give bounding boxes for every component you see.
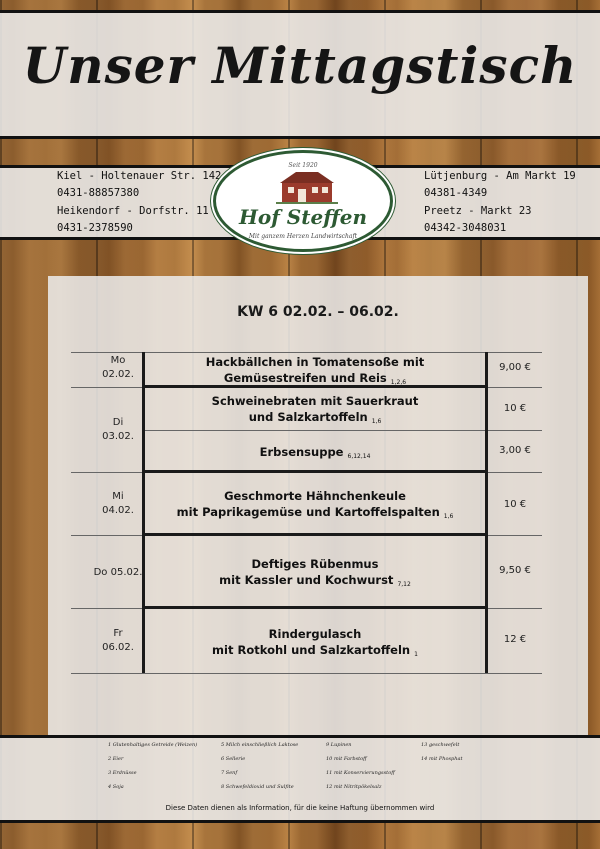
allergen-codes: 6,12,14 xyxy=(347,453,371,460)
location-phone: 04381-4349 xyxy=(424,187,488,199)
row-divider-bold xyxy=(142,606,488,609)
dish-item: Erbsensuppe $_{6,12,14}$ xyxy=(259,445,371,460)
dish-item: Deftiges Rübenmus mit Kassler und Kochwurst $_{7,12}$ xyxy=(219,557,411,588)
divider-line xyxy=(0,136,600,139)
barn-icon xyxy=(276,169,338,205)
allergen-item: 5 Milch einschließlich Laktose xyxy=(221,742,299,748)
allergen-item: 9 Lupinen xyxy=(326,742,352,748)
row-divider xyxy=(145,430,542,431)
location-name: Kiel - Holtenauer Str. 142 xyxy=(57,170,222,182)
column-divider xyxy=(485,387,488,472)
day-friday: Fr 06.02. xyxy=(102,628,134,653)
allergen-item: 2 Eier xyxy=(108,756,124,762)
dish-price: 9,00 € xyxy=(499,362,531,373)
day-tuesday: Di 03.02. xyxy=(102,417,134,442)
divider-line xyxy=(0,10,600,13)
dish-price: 3,00 € xyxy=(499,445,531,456)
dish-price: 12 € xyxy=(503,634,527,645)
dish-price: 9,50 € xyxy=(499,565,531,576)
allergen-codes: 1,2,6 xyxy=(390,379,407,386)
allergen-item: 3 Erdnüsse xyxy=(108,770,137,776)
logo-name: Hof Steffen xyxy=(238,205,368,229)
logo-since-text: Seit 1920 xyxy=(288,162,318,169)
dish-price: 10 € xyxy=(503,499,527,510)
location-name: Preetz - Markt 23 xyxy=(424,205,532,217)
page-title: Unser Mittagstisch xyxy=(22,36,578,95)
location-name: Heikendorf - Dorfstr. 11 xyxy=(57,205,209,217)
row-divider xyxy=(71,673,542,674)
day-wednesday: Mi 04.02. xyxy=(102,491,134,516)
allergen-item: 10 mit Farbstoff xyxy=(326,756,367,762)
row-divider-bold xyxy=(142,533,488,536)
dish-item: Hackbällchen in Tomatensoße mit Gemüsestreifen und Reis $_{1,2,6}$ xyxy=(205,355,425,386)
day-thursday: Do 05.02. xyxy=(93,567,143,578)
location-heikendorf xyxy=(57,203,209,237)
location-kiel xyxy=(57,168,221,202)
hof-steffen-logo xyxy=(213,150,393,252)
allergen-item: 14 mit Phosphat xyxy=(421,756,463,762)
divider-line xyxy=(0,820,600,823)
location-phone: 0431-2378590 xyxy=(57,222,133,234)
allergen-codes: 1 xyxy=(414,651,418,658)
dish-item: Rindergulasch mit Rotkohl und Salzkartoffeln $_1$ xyxy=(212,627,418,658)
disclaimer-text: Diese Daten dienen als Information, für die keine Haftung übernommen wird xyxy=(165,804,435,812)
allergen-item: 12 mit Nitritpökelsalz xyxy=(326,784,382,790)
allergen-codes: 1,6 xyxy=(371,418,382,425)
divider-line xyxy=(0,735,600,738)
location-name: Lütjenburg - Am Markt 19 xyxy=(424,170,576,182)
allergen-codes: 7,12 xyxy=(397,581,411,588)
day-monday: Mo 02.02. xyxy=(102,355,134,380)
allergen-item: 11 mit Konservierungsstoff xyxy=(326,770,395,776)
location-phone: 04342-3048031 xyxy=(424,222,507,234)
menu-panel xyxy=(48,276,588,736)
dish-price: 10 € xyxy=(503,403,527,414)
allergen-item: 7 Senf xyxy=(221,770,238,776)
dish-item: Schweinebraten mit Sauerkraut und Salzkartoffeln $_{1,6}$ xyxy=(211,394,419,425)
allergen-item: 8 Schwefeldioxid und Sulfite xyxy=(221,784,294,790)
logo-tagline: Mit ganzem Herzen Landwirtschaft xyxy=(248,233,358,240)
allergen-item: 1 Glutenhaltiges Getreide (Weizen) xyxy=(108,742,198,748)
location-luetjenburg xyxy=(424,168,576,202)
location-phone: 0431-88857380 xyxy=(57,187,140,199)
allergen-codes: 1,6 xyxy=(443,513,454,520)
dish-item: Geschmorte Hähnchenkeule mit Paprikagemüse und Kartoffelspalten $_{1,6}$ xyxy=(176,489,454,520)
location-preetz xyxy=(424,203,531,237)
row-divider-bold xyxy=(142,470,488,473)
allergen-item: 6 Sellerie xyxy=(221,756,246,762)
allergen-item: 4 Soja xyxy=(108,784,124,790)
allergen-item: 13 geschwefelt xyxy=(421,742,460,748)
week-heading: KW 6 02.02. – 06.02. xyxy=(237,304,399,320)
